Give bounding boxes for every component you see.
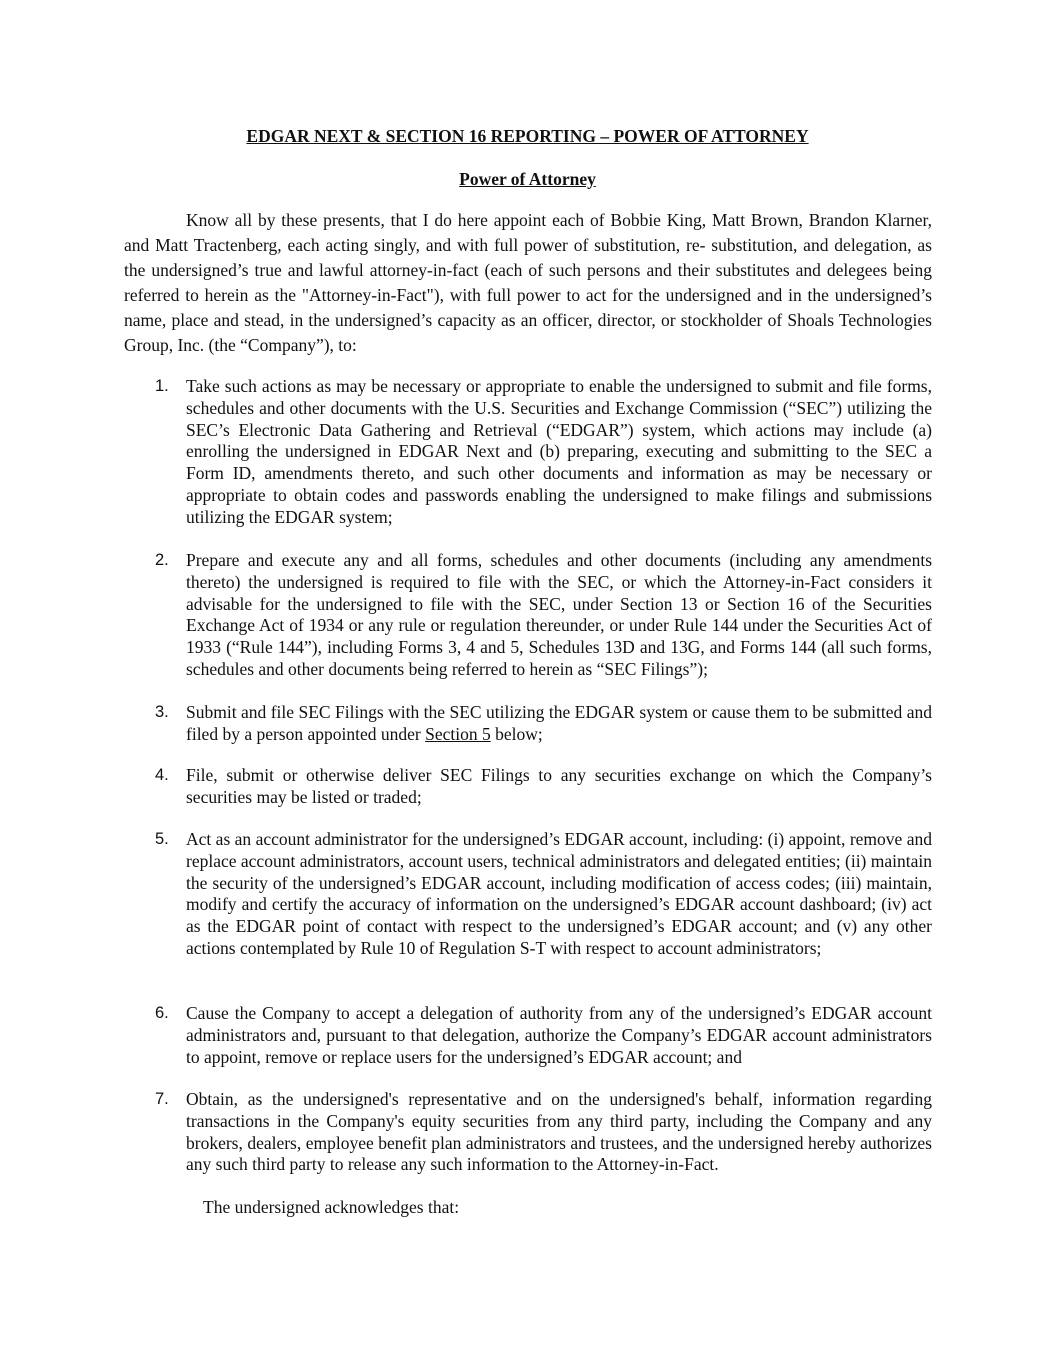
list-item-text: Cause the Company to accept a delegation of authority from any of the undersigned’s EDGAR account administrators and, pursuant to that delegation, authorize the Company’s EDGAR account administrators to appoint, remove or replace users for the undersigned’s EDGAR account; and bbox=[186, 1003, 932, 1067]
list-item-text bbox=[186, 702, 932, 746]
list-item-text-before: Submit and file SEC Filings with the SEC utilizing the EDGAR system or cause them to be submitted and filed by a person appointed under bbox=[186, 702, 932, 744]
list-item-text: Prepare and execute any and all forms, schedules and other documents (including any amendments thereto) the undersigned is required to file with the SEC, or which the Attorney-in-Fact considers it advisable for the undersigned to file with the SEC, under Section 13 or Section 16 of the Securities Exchange Act of 1934 or any rule or regulation thereunder, or under Rule 144 under the Securities Act of 1933 (“Rule 144”), including Forms 3, 4 and 5, Schedules 13D and 13G, and Forms 144 (all such forms, schedules and other documents being referred to herein as “SEC Filings”); bbox=[186, 550, 932, 679]
list-item-text: Obtain, as the undersigned's representative and on the undersigned's behalf, information regarding transactions in the Company's equity securities from any third party, including the Company and any brokers, dealers, employee benefit plan administrators and trustees, and the undersigned hereby authorizes any such third party to release any such information to the Attorney-in-Fact. bbox=[186, 1089, 932, 1175]
list-item-number: 4. bbox=[155, 766, 169, 784]
list-item-text: File, submit or otherwise deliver SEC Filings to any securities exchange on which the Company’s securities may be listed or traded; bbox=[186, 765, 932, 807]
list-item-text: Take such actions as may be necessary or appropriate to enable the undersigned to submit and file forms, schedules and other documents with the U.S. Securities and Exchange Commission (“SEC”) utilizing the SEC’s Electronic Data Gathering and Retrieval (“EDGAR”) system, which actions may include (a) enrolling the undersigned in EDGAR Next and (b) preparing, executing and submitting to the SEC a Form ID, amendments thereto, and such other documents and information as may be necessary or appropriate to obtain codes and passwords enabling the undersigned to make filings and submissions utilizing the EDGAR system; bbox=[186, 376, 932, 527]
document-title: EDGAR NEXT & SECTION 16 REPORTING – POWER OF ATTORNEY bbox=[246, 126, 809, 146]
list-item-number: 5. bbox=[155, 830, 169, 848]
document-subtitle: Power of Attorney bbox=[459, 169, 596, 189]
section-5-reference: Section 5 bbox=[425, 723, 491, 744]
list-item-number: 7. bbox=[155, 1090, 169, 1108]
list-item-number: 6. bbox=[155, 1004, 169, 1022]
list-item-number: 2. bbox=[155, 551, 169, 569]
closing-line: The undersigned acknowledges that: bbox=[203, 1197, 460, 1217]
list-item-text-after: below; bbox=[490, 723, 543, 744]
intro-paragraph: Know all by these presents, that I do here appoint each of Bobbie King, Matt Brown, Brandon Klarner, and Matt Tractenberg, each acting singly, and with full power of substitution, re- substitution, and delegation, as the undersigned’s true and lawful attorney-in-fact (each of such persons and their substitutes and delegees being referred to herein as the "Attorney-in-Fact"), with full power to act for the undersigned and in the undersigned’s name, place and stead, in the undersigned’s capacity as an officer, director, or stockholder of Shoals Technologies Group, Inc. (the “Company”), to: bbox=[124, 210, 932, 355]
list-item-number: 3. bbox=[155, 703, 169, 721]
list-item-text: Act as an account administrator for the undersigned’s EDGAR account, including: (i) appoint, remove and replace account administrators, account users, technical administrators and delegated entities; (ii) maintain the security of the undersigned’s EDGAR account, including modification of access codes; (iii) maintain, modify and certify the accuracy of information on the undersigned’s EDGAR account dashboard; (iv) act as the EDGAR point of contact with respect to the undersigned’s EDGAR account; and (v) any other actions contemplated by Rule 10 of Regulation S-T with respect to account administrators; bbox=[186, 829, 932, 958]
list-item-number: 1. bbox=[155, 377, 169, 395]
